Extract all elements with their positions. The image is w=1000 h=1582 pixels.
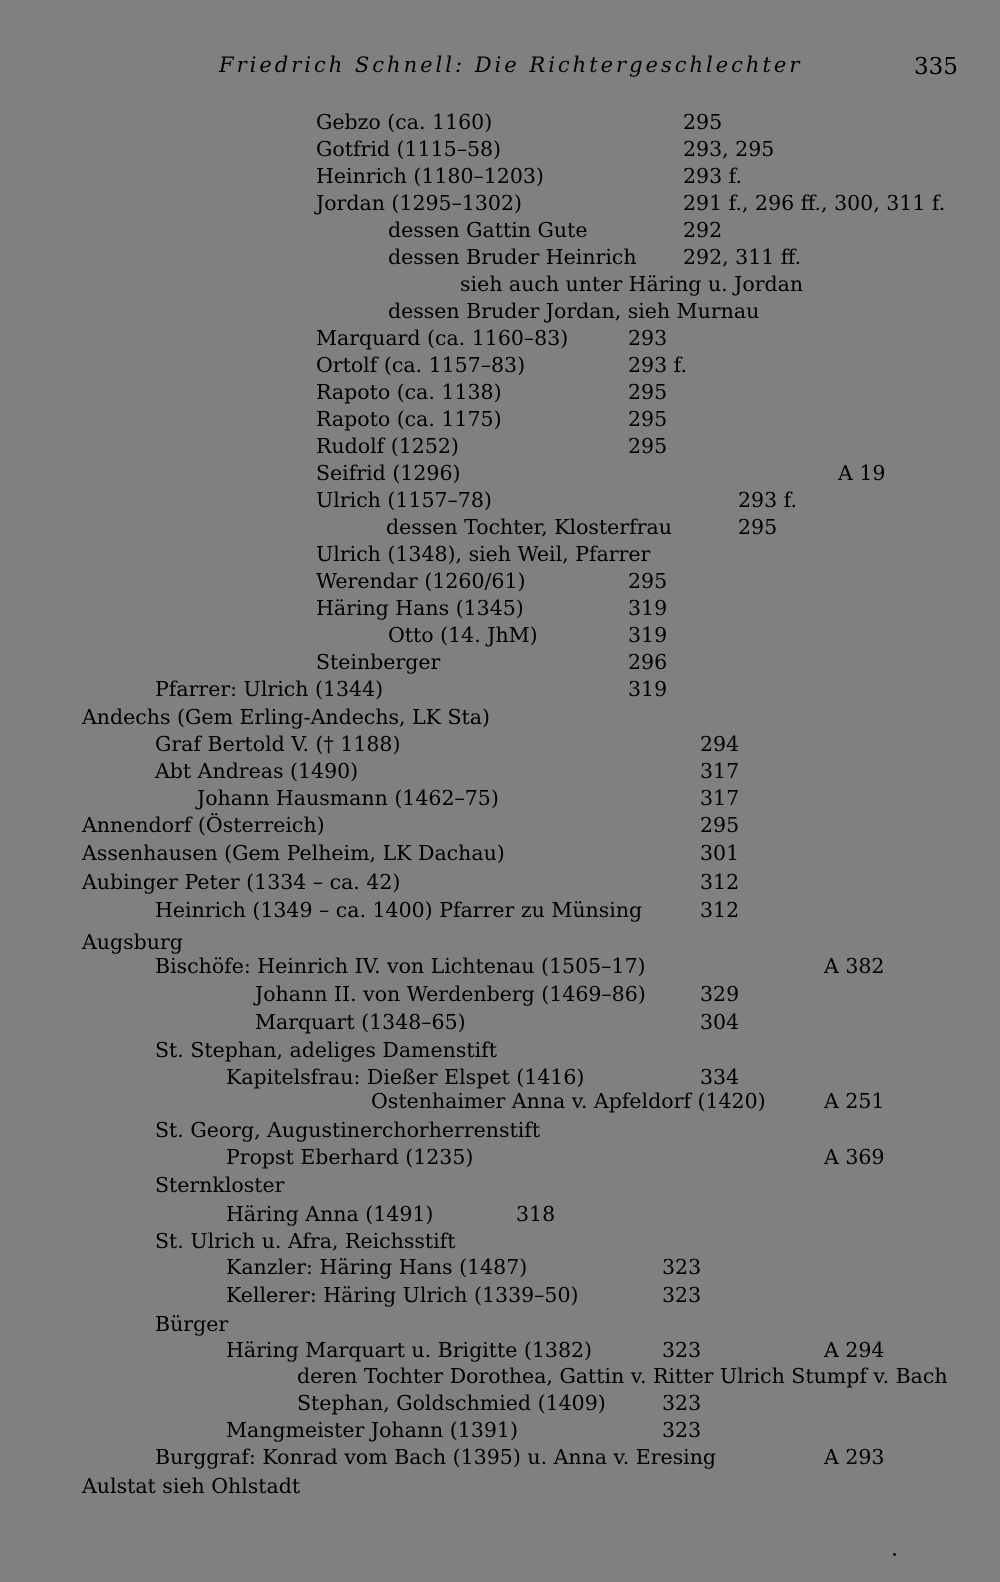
index-entry [0, 108, 1000, 136]
index-entry [0, 432, 1000, 460]
entry-text: Rapoto (ca. 1138) [316, 380, 502, 404]
entry-pages: 295 [628, 569, 668, 593]
entry-text: Stephan, Goldschmied (1409) [297, 1391, 606, 1415]
entry-text: St. Stephan, adeliges Damenstift [155, 1038, 497, 1062]
entry-pages: 293, 295 [683, 137, 775, 161]
entry-text: Ortolf (ca. 1157–83) [316, 353, 526, 377]
entry-text: Häring Marquart u. Brigitte (1382) [226, 1338, 593, 1362]
entry-pages: 295 [738, 515, 778, 539]
entry-text: Bürger [155, 1312, 229, 1336]
index-entry [0, 757, 1000, 785]
entry-text: Marquart (1348–65) [255, 1010, 466, 1034]
entry-text: Heinrich (1180–1203) [316, 164, 544, 188]
index-entry [0, 135, 1000, 163]
index-entry [0, 1227, 1000, 1255]
entry-pages: 293 [628, 326, 668, 350]
entry-text: Abt Andreas (1490) [155, 759, 359, 783]
entry-text: Graf Bertold V. († 1188) [155, 732, 401, 756]
entry-pages: 317 [700, 759, 740, 783]
entry-pages: 293 f. [628, 353, 688, 377]
entry-text: sieh auch unter Häring u. Jordan [460, 272, 804, 296]
entry-pages: 304 [700, 1010, 740, 1034]
index-entry [0, 730, 1000, 758]
entry-text: Annendorf (Österreich) [82, 813, 325, 837]
entry-text: dessen Bruder Heinrich [388, 245, 637, 269]
entry-archive-ref: A 382 [824, 954, 885, 978]
index-entry [0, 405, 1000, 433]
index-entry [0, 459, 1000, 487]
index-entry [0, 540, 1000, 568]
entry-text: dessen Tochter, Klosterfrau [386, 515, 672, 539]
entry-pages: 295 [628, 407, 668, 431]
index-entry [0, 1008, 1000, 1036]
index-entry [0, 703, 1000, 731]
entry-text: Seifrid (1296) [316, 461, 461, 485]
entry-text: Sternkloster [155, 1173, 285, 1197]
entry-text: Aubinger Peter (1334 – ca. 42) [82, 870, 401, 894]
entry-pages: 323 [662, 1338, 702, 1362]
entry-pages: 329 [700, 982, 740, 1006]
entry-pages: 291 f., 296 ff., 300, 311 f. [683, 191, 946, 215]
entry-text: Ulrich (1157–78) [316, 488, 492, 512]
entry-pages: 323 [662, 1255, 702, 1279]
index-entry [0, 1253, 1000, 1281]
entry-archive-ref: A 369 [824, 1145, 885, 1169]
entry-text: Marquard (ca. 1160–83) [316, 326, 569, 350]
entry-text: Bischöfe: Heinrich IV. von Lichtenau (1505–17) [155, 954, 646, 978]
entry-text: Rudolf (1252) [316, 434, 459, 458]
entry-text: Kellerer: Häring Ulrich (1339–50) [226, 1283, 579, 1307]
index-entry [0, 297, 1000, 325]
running-title: Friedrich Schnell: Die Richtergeschlechter [219, 53, 803, 77]
entry-text: dessen Bruder Jordan, sieh Murnau [388, 299, 760, 323]
entry-pages: 295 [628, 434, 668, 458]
index-entry [0, 675, 1000, 703]
entry-pages: 323 [662, 1283, 702, 1307]
entry-archive-ref: A 19 [838, 461, 886, 485]
entry-text: Häring Anna (1491) [226, 1202, 434, 1226]
entry-text: St. Ulrich u. Afra, Reichsstift [155, 1229, 456, 1253]
entry-text: Gebzo (ca. 1160) [316, 110, 493, 134]
index-entry [0, 784, 1000, 812]
index-entry [0, 980, 1000, 1008]
index-entry [0, 1281, 1000, 1309]
index-entry [0, 1116, 1000, 1144]
index-entry [0, 1036, 1000, 1064]
entry-pages: 312 [700, 898, 740, 922]
entry-pages: 293 f. [683, 164, 743, 188]
index-entry [0, 1443, 1000, 1471]
entry-text: St. Georg, Augustinerchorherrenstift [155, 1118, 541, 1142]
index-entry [0, 1389, 1000, 1417]
entry-archive-ref: A 251 [824, 1089, 885, 1113]
entry-pages: 334 [700, 1065, 740, 1089]
entry-text: Steinberger [316, 650, 441, 674]
entry-pages: 319 [628, 623, 668, 647]
index-entry [0, 513, 1000, 541]
index-entry [0, 1472, 1000, 1500]
entry-text: Pfarrer: Ulrich (1344) [155, 677, 384, 701]
index-entry [0, 868, 1000, 896]
entry-pages: 323 [662, 1418, 702, 1442]
page-number: 335 [914, 54, 958, 80]
index-entry [0, 243, 1000, 271]
entry-text: Kanzler: Häring Hans (1487) [226, 1255, 528, 1279]
entry-text: Jordan (1295–1302) [316, 191, 523, 215]
index-entry [0, 216, 1000, 244]
index-entry [0, 896, 1000, 924]
entry-pages: 295 [683, 110, 723, 134]
index-entry [0, 1416, 1000, 1444]
index-entry [0, 486, 1000, 514]
entry-text: Häring Hans (1345) [316, 596, 524, 620]
index-entry [0, 1171, 1000, 1199]
index-entry [0, 324, 1000, 352]
index-entry [0, 270, 1000, 298]
entry-text: Propst Eberhard (1235) [226, 1145, 474, 1169]
index-entry [0, 378, 1000, 406]
index-entry [0, 189, 1000, 217]
entry-archive-ref: A 294 [824, 1338, 885, 1362]
entry-text: Ulrich (1348), sieh Weil, Pfarrer [316, 542, 651, 566]
entry-text: deren Tochter Dorothea, Gattin v. Ritter Ulrich Stumpf v. Bach [297, 1364, 948, 1388]
entry-pages: 318 [516, 1202, 556, 1226]
entry-text: Johann Hausmann (1462–75) [197, 786, 499, 810]
entry-pages: 312 [700, 870, 740, 894]
entry-text: Heinrich (1349 – ca. 1400) Pfarrer zu Münsing [155, 898, 643, 922]
entry-pages: 295 [700, 813, 740, 837]
index-entry [0, 839, 1000, 867]
ink-speck [893, 1553, 896, 1556]
index-entry [0, 1336, 1000, 1364]
entry-text: Burggraf: Konrad vom Bach (1395) u. Anna v. Eresing [155, 1445, 717, 1469]
index-entry [0, 162, 1000, 190]
entry-text: Rapoto (ca. 1175) [316, 407, 502, 431]
entry-pages: 296 [628, 650, 668, 674]
entry-text: Mangmeister Johann (1391) [226, 1418, 518, 1442]
entry-pages: 292, 311 ff. [683, 245, 802, 269]
entry-text: Otto (14. JhM) [388, 623, 538, 647]
index-entry [0, 648, 1000, 676]
index-entry [0, 1200, 1000, 1228]
entry-pages: 301 [700, 841, 740, 865]
entry-pages: 292 [683, 218, 723, 242]
entry-pages: 323 [662, 1391, 702, 1415]
entry-pages: 319 [628, 677, 668, 701]
entry-text: Ostenhaimer Anna v. Apfeldorf (1420) [371, 1089, 766, 1113]
index-entry [0, 351, 1000, 379]
entry-text: Gotfrid (1115–58) [316, 137, 502, 161]
entry-text: Johann II. von Werdenberg (1469–86) [255, 982, 646, 1006]
entry-pages: 293 f. [738, 488, 798, 512]
entry-archive-ref: A 293 [824, 1445, 885, 1469]
index-entry [0, 567, 1000, 595]
entry-pages: 295 [628, 380, 668, 404]
entry-text: Kapitelsfrau: Dießer Elspet (1416) [226, 1065, 585, 1089]
index-entry [0, 621, 1000, 649]
index-entry [0, 1143, 1000, 1171]
entry-pages: 319 [628, 596, 668, 620]
entry-text: Andechs (Gem Erling-Andechs, LK Sta) [82, 705, 491, 729]
entry-text: Assenhausen (Gem Pelheim, LK Dachau) [82, 841, 505, 865]
index-entry [0, 952, 1000, 980]
index-entry [0, 811, 1000, 839]
index-entry [0, 1087, 1000, 1115]
index-entry [0, 1362, 1000, 1390]
index-entry [0, 1310, 1000, 1338]
entry-text: dessen Gattin Gute [388, 218, 588, 242]
entry-text: Aulstat sieh Ohlstadt [82, 1474, 301, 1498]
entry-pages: 317 [700, 786, 740, 810]
entry-text: Werendar (1260/61) [316, 569, 526, 593]
entry-pages: 294 [700, 732, 740, 756]
entry-text: Augsburg [82, 930, 183, 954]
index-entry [0, 594, 1000, 622]
